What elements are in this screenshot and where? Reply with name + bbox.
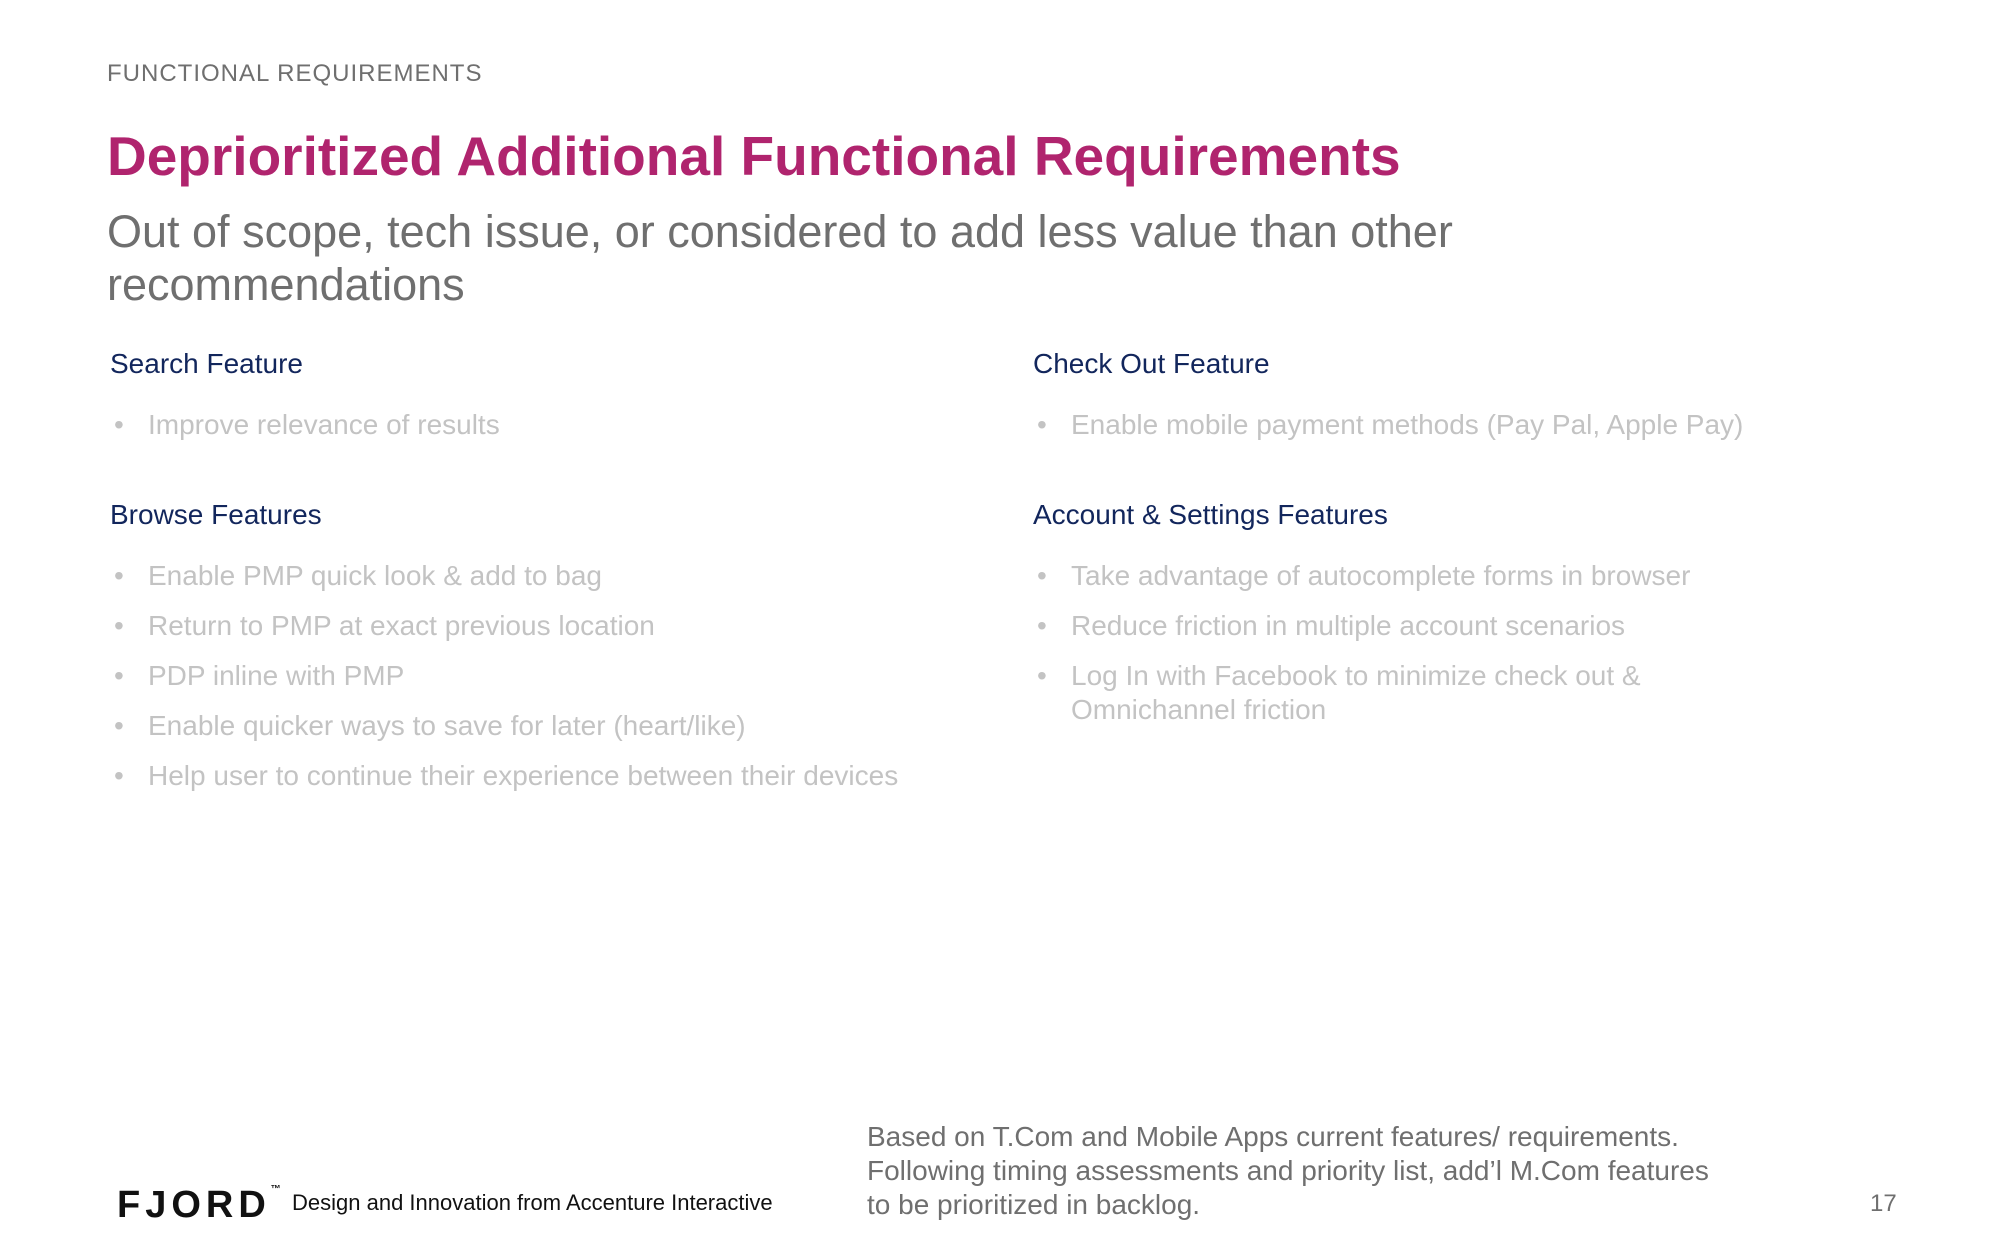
checkout-feature-section: [1033, 348, 1883, 458]
section-heading: Search Feature: [110, 348, 303, 379]
list-item: [110, 759, 910, 793]
page-title: Deprioritized Additional Functional Requirements: [107, 125, 1401, 187]
account-settings-section: [1033, 499, 1753, 743]
list-item-text: Enable PMP quick look & add to bag: [148, 560, 603, 591]
list-item-text: Take advantage of autocomplete forms in browser: [1071, 560, 1691, 591]
feature-list: [1033, 408, 1883, 442]
section-heading: Browse Features: [110, 499, 322, 530]
list-item-text: Enable mobile payment methods (Pay Pal, Apple Pay): [1071, 409, 1744, 440]
section-heading: Check Out Feature: [1033, 348, 1270, 379]
list-item: [110, 559, 910, 593]
browse-features-section: [110, 499, 910, 809]
bullet-icon: •: [1037, 660, 1047, 691]
bullet-icon: •: [114, 409, 124, 440]
bullet-icon: •: [114, 760, 124, 791]
list-item: [1033, 408, 1883, 442]
bullet-icon: •: [114, 660, 124, 691]
bullet-icon: •: [114, 560, 124, 591]
trademark-mark: ™: [270, 1184, 281, 1195]
list-item: [1033, 609, 1753, 643]
feature-list: [110, 408, 910, 442]
bullet-icon: •: [1037, 610, 1047, 641]
list-item: [110, 408, 910, 442]
logo-text: FJORD: [117, 1184, 271, 1226]
bullet-icon: •: [114, 610, 124, 641]
footer-note: Based on T.Com and Mobile Apps current features/ requirements. Following timing assessments and priority list, add’l M.Com features to be prioritized in backlog.: [867, 1121, 1709, 1220]
section-eyebrow: FUNCTIONAL REQUIREMENTS: [107, 60, 483, 87]
list-item: [1033, 559, 1753, 593]
section-heading: Account & Settings Features: [1033, 499, 1388, 530]
bullet-icon: •: [1037, 409, 1047, 440]
footer-tagline: Design and Innovation from Accenture Interactive: [292, 1190, 773, 1215]
bullet-icon: •: [114, 710, 124, 741]
bullet-icon: •: [1037, 560, 1047, 591]
list-item: [110, 609, 910, 643]
search-feature-section: [110, 348, 910, 458]
list-item: [110, 659, 910, 693]
list-item-text: Enable quicker ways to save for later (heart/like): [148, 710, 746, 741]
list-item-text: Improve relevance of results: [148, 409, 500, 440]
list-item-text: Return to PMP at exact previous location: [148, 610, 655, 641]
list-item-text: Log In with Facebook to minimize check out & Omnichannel friction: [1071, 660, 1641, 725]
list-item-text: PDP inline with PMP: [148, 660, 405, 691]
list-item-text: Help user to continue their experience between their devices: [148, 760, 899, 791]
fjord-logo: [117, 1184, 281, 1227]
list-item-text: Reduce friction in multiple account scenarios: [1071, 610, 1626, 641]
list-item: [110, 709, 910, 743]
list-item: [1033, 659, 1753, 727]
feature-list: [1033, 559, 1753, 727]
page-subtitle: Out of scope, tech issue, or considered to add less value than other recommendations: [107, 206, 1453, 310]
feature-list: [110, 559, 910, 793]
page-number: 17: [1870, 1190, 1897, 1217]
